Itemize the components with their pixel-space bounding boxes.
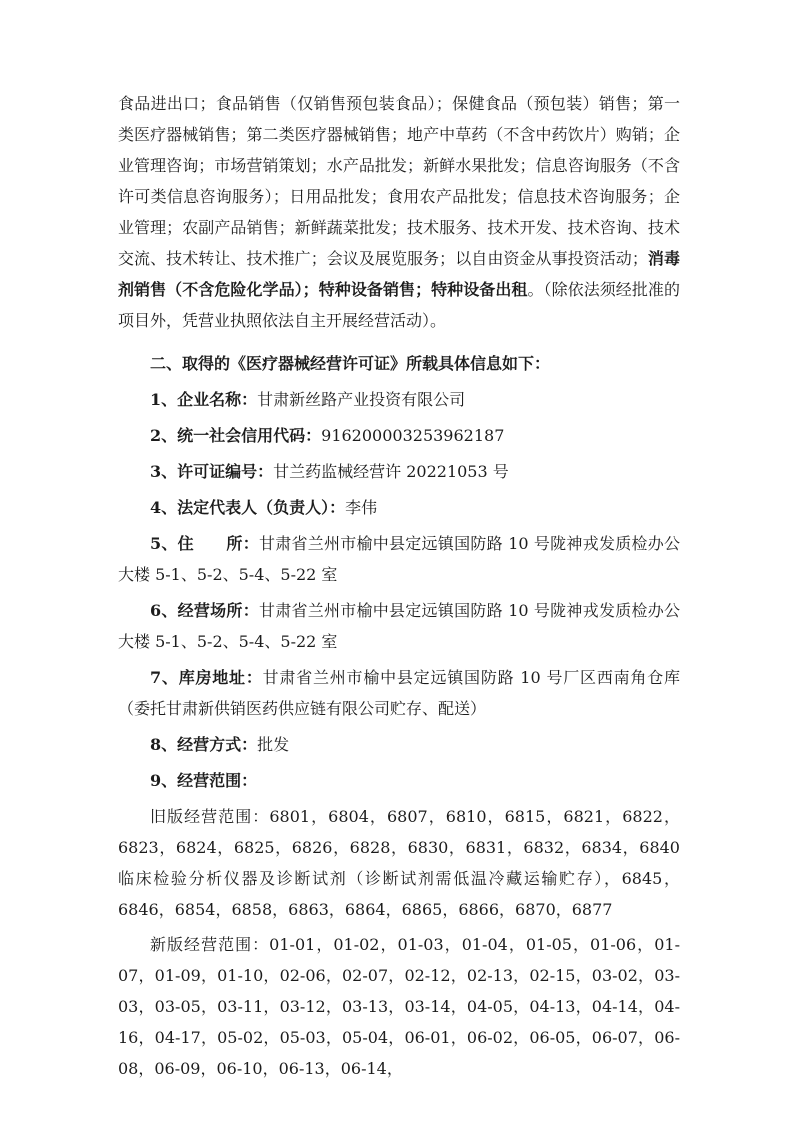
license-item-label: 2、统一社会信用代码：	[150, 426, 322, 445]
license-item-legal-representative	[118, 492, 680, 523]
license-item-label: 5、住 所：	[150, 534, 259, 553]
license-item-value: 甘肃省兰州市榆中县定远镇国防路 10 号陇神戎发质检办公大楼 5-1、5-2、5-4、5-22 室	[118, 601, 680, 651]
license-info-list	[118, 384, 680, 796]
license-item-label: 3、许可证编号：	[150, 462, 274, 481]
license-item-warehouse-address	[118, 662, 680, 724]
old-scope-label: 旧版经营范围：	[150, 807, 270, 826]
section-heading: 二、取得的《医疗器械经营许可证》所载具体信息如下：	[150, 354, 551, 373]
license-item-label: 1、企业名称：	[150, 390, 258, 409]
license-item-residence	[118, 528, 680, 590]
license-item-value: 甘肃省兰州市榆中县定远镇国防路 10 号陇神戎发质检办公大楼 5-1、5-2、5-4、5-22 室	[118, 534, 680, 584]
license-item-label: 7、库房地址：	[150, 668, 263, 687]
license-item-business-mode	[118, 729, 680, 760]
license-item-business-scope	[118, 765, 680, 796]
new-scope-label: 新版经营范围：	[150, 935, 270, 954]
license-item-value: 李伟	[345, 498, 378, 517]
license-item-value: 甘肃省兰州市榆中县定远镇国防路 10 号厂区西南角仓库（委托甘肃新供销医药供应链有限公司贮存、配送）	[118, 668, 680, 718]
business-scope-regular-text: 食品进出口；食品销售（仅销售预包装食品）；保健食品（预包装）销售；第一类医疗器械销售；第二类医疗器械销售；地产中草药（不含中药饮片）购销；企业管理咨询；市场营销策划；水产品批发；新鲜水果批发；信息咨询服务（不含许可类信息咨询服务）；日用品批发；食用农产品批发；信息技术咨询服务；企业管理；农副产品销售；新鲜蔬菜批发；技术服务、技术开发、技术咨询、技术交流、技术转让、技术推广；会议及展览服务；以自由资金从事投资活动；	[118, 94, 680, 268]
license-item-value: 甘兰药监械经营许 20221053 号	[273, 462, 509, 481]
business-scope-bold-text: 消毒剂销售（不含危险化学品）；特种设备销售；特种设备出租	[118, 249, 680, 299]
old-scope-paragraph	[118, 801, 680, 925]
business-scope-paragraph	[118, 88, 680, 336]
new-scope-value: 01-01，01-02，01-03，01-04，01-05，01-06，01-07，01-09，01-10，02-06，02-07，02-12，02-13，02-15，03-02，03-03，03-05，03-11，03-12，03-13，03-14，04-05，04-13，04-14，04-16，04-17，05-02，05-03，05-04，06-01，06-02，06-05，06-07，06-08，06-09，06-10，06-13，06-14，	[118, 935, 680, 1078]
new-scope-paragraph	[118, 929, 680, 1084]
license-item-label: 9、经营范围：	[150, 771, 258, 790]
license-item-credit-code	[118, 420, 680, 451]
document-content	[118, 88, 680, 1088]
license-item-value: 916200003253962187	[321, 426, 505, 445]
license-item-label: 4、法定代表人（负责人）：	[150, 498, 346, 517]
business-scope-tail-text: 。（除依法须经批准的项目外，凭营业执照依法自主开展经营活动）。	[118, 280, 680, 330]
license-item-company-name	[118, 384, 680, 415]
license-item-license-number	[118, 456, 680, 487]
license-item-value: 甘肃新丝路产业投资有限公司	[257, 390, 466, 409]
license-item-label: 8、经营方式：	[150, 735, 258, 754]
old-scope-value: 6801，6804，6807，6810，6815，6821，6822，6823，6824，6825，6826，6828，6830，6831，6832，6834，6840 临床检验分析仪器及诊断试剂（诊断试剂需低温冷藏运输贮存），6845，6846，6854，6858，6863，6864，6865，6866，6870，6877	[118, 807, 680, 919]
license-item-value: 批发	[257, 735, 290, 754]
license-item-label: 6、经营场所：	[150, 601, 259, 620]
license-item-business-premises	[118, 595, 680, 657]
